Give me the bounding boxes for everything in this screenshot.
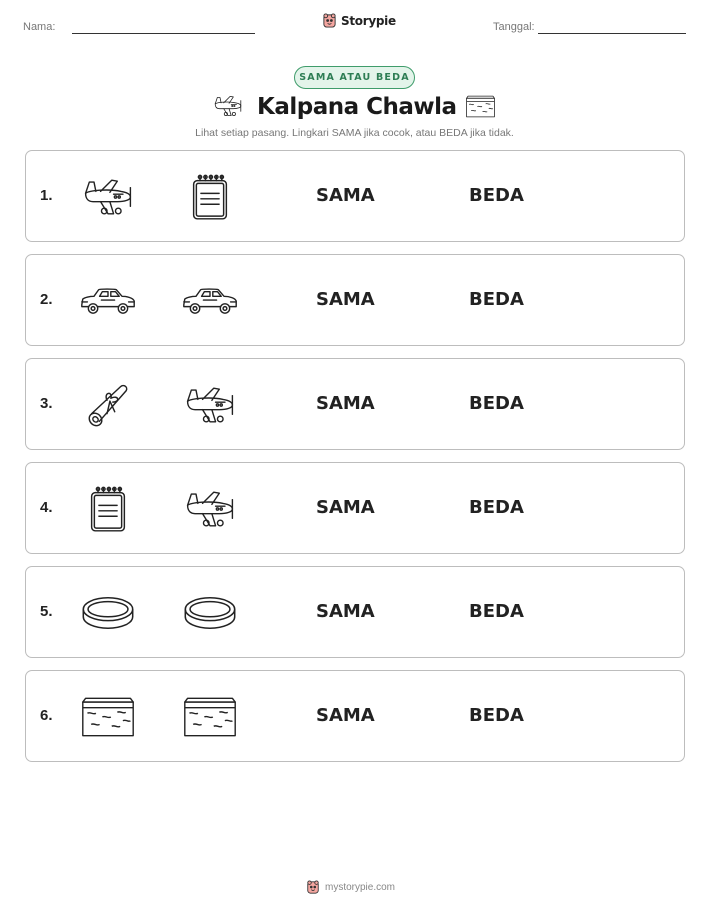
aquarium-icon — [465, 94, 496, 119]
name-label: Nama: — [23, 21, 56, 33]
diploma-scroll-icon — [84, 379, 132, 431]
date-label: Tanggal: — [493, 21, 535, 33]
question-number: 5. — [40, 603, 53, 620]
airplane-icon — [182, 488, 238, 530]
question-number: 2. — [40, 291, 53, 308]
footer — [306, 880, 395, 894]
question-number: 1. — [40, 187, 53, 204]
airplane-icon — [182, 384, 238, 426]
aquarium-icon — [182, 694, 238, 740]
date-line[interactable] — [538, 33, 686, 34]
title-row — [0, 92, 709, 124]
question-row — [25, 254, 685, 346]
page-title: Kalpana Chawla — [257, 94, 457, 120]
question-number: 3. — [40, 395, 53, 412]
ring-icon — [182, 594, 238, 632]
ring-icon — [80, 594, 136, 632]
beda-option[interactable]: BEDA — [469, 705, 524, 726]
beda-option[interactable]: BEDA — [469, 601, 524, 622]
beda-option[interactable]: BEDA — [469, 185, 524, 206]
instructions: Lihat setiap pasang. Lingkari SAMA jika cocok, atau BEDA jika tidak. — [195, 127, 514, 139]
question-row — [25, 670, 685, 762]
beda-option[interactable]: BEDA — [469, 289, 524, 310]
notepad-icon — [190, 173, 230, 221]
notepad-icon — [88, 485, 128, 533]
activity-badge: SAMA ATAU BEDA — [294, 66, 415, 89]
airplane-icon — [212, 94, 244, 118]
brand-logo — [322, 13, 396, 28]
question-row — [25, 150, 685, 242]
brand-name: Storypie — [341, 13, 396, 28]
sama-option[interactable]: SAMA — [316, 601, 375, 622]
name-line[interactable] — [72, 33, 255, 34]
car-icon — [181, 284, 239, 318]
question-row — [25, 358, 685, 450]
storypie-logo-icon — [306, 880, 320, 894]
car-icon — [79, 284, 137, 318]
beda-option[interactable]: BEDA — [469, 497, 524, 518]
sama-option[interactable]: SAMA — [316, 289, 375, 310]
question-row — [25, 566, 685, 658]
sama-option[interactable]: SAMA — [316, 497, 375, 518]
beda-option[interactable]: BEDA — [469, 393, 524, 414]
sama-option[interactable]: SAMA — [316, 185, 375, 206]
storypie-logo-icon — [322, 13, 337, 28]
question-number: 4. — [40, 499, 53, 516]
sama-option[interactable]: SAMA — [316, 705, 375, 726]
sama-option[interactable]: SAMA — [316, 393, 375, 414]
question-number: 6. — [40, 707, 53, 724]
airplane-icon — [80, 176, 136, 218]
footer-site[interactable]: mystorypie.com — [325, 881, 396, 893]
aquarium-icon — [80, 694, 136, 740]
question-row — [25, 462, 685, 554]
